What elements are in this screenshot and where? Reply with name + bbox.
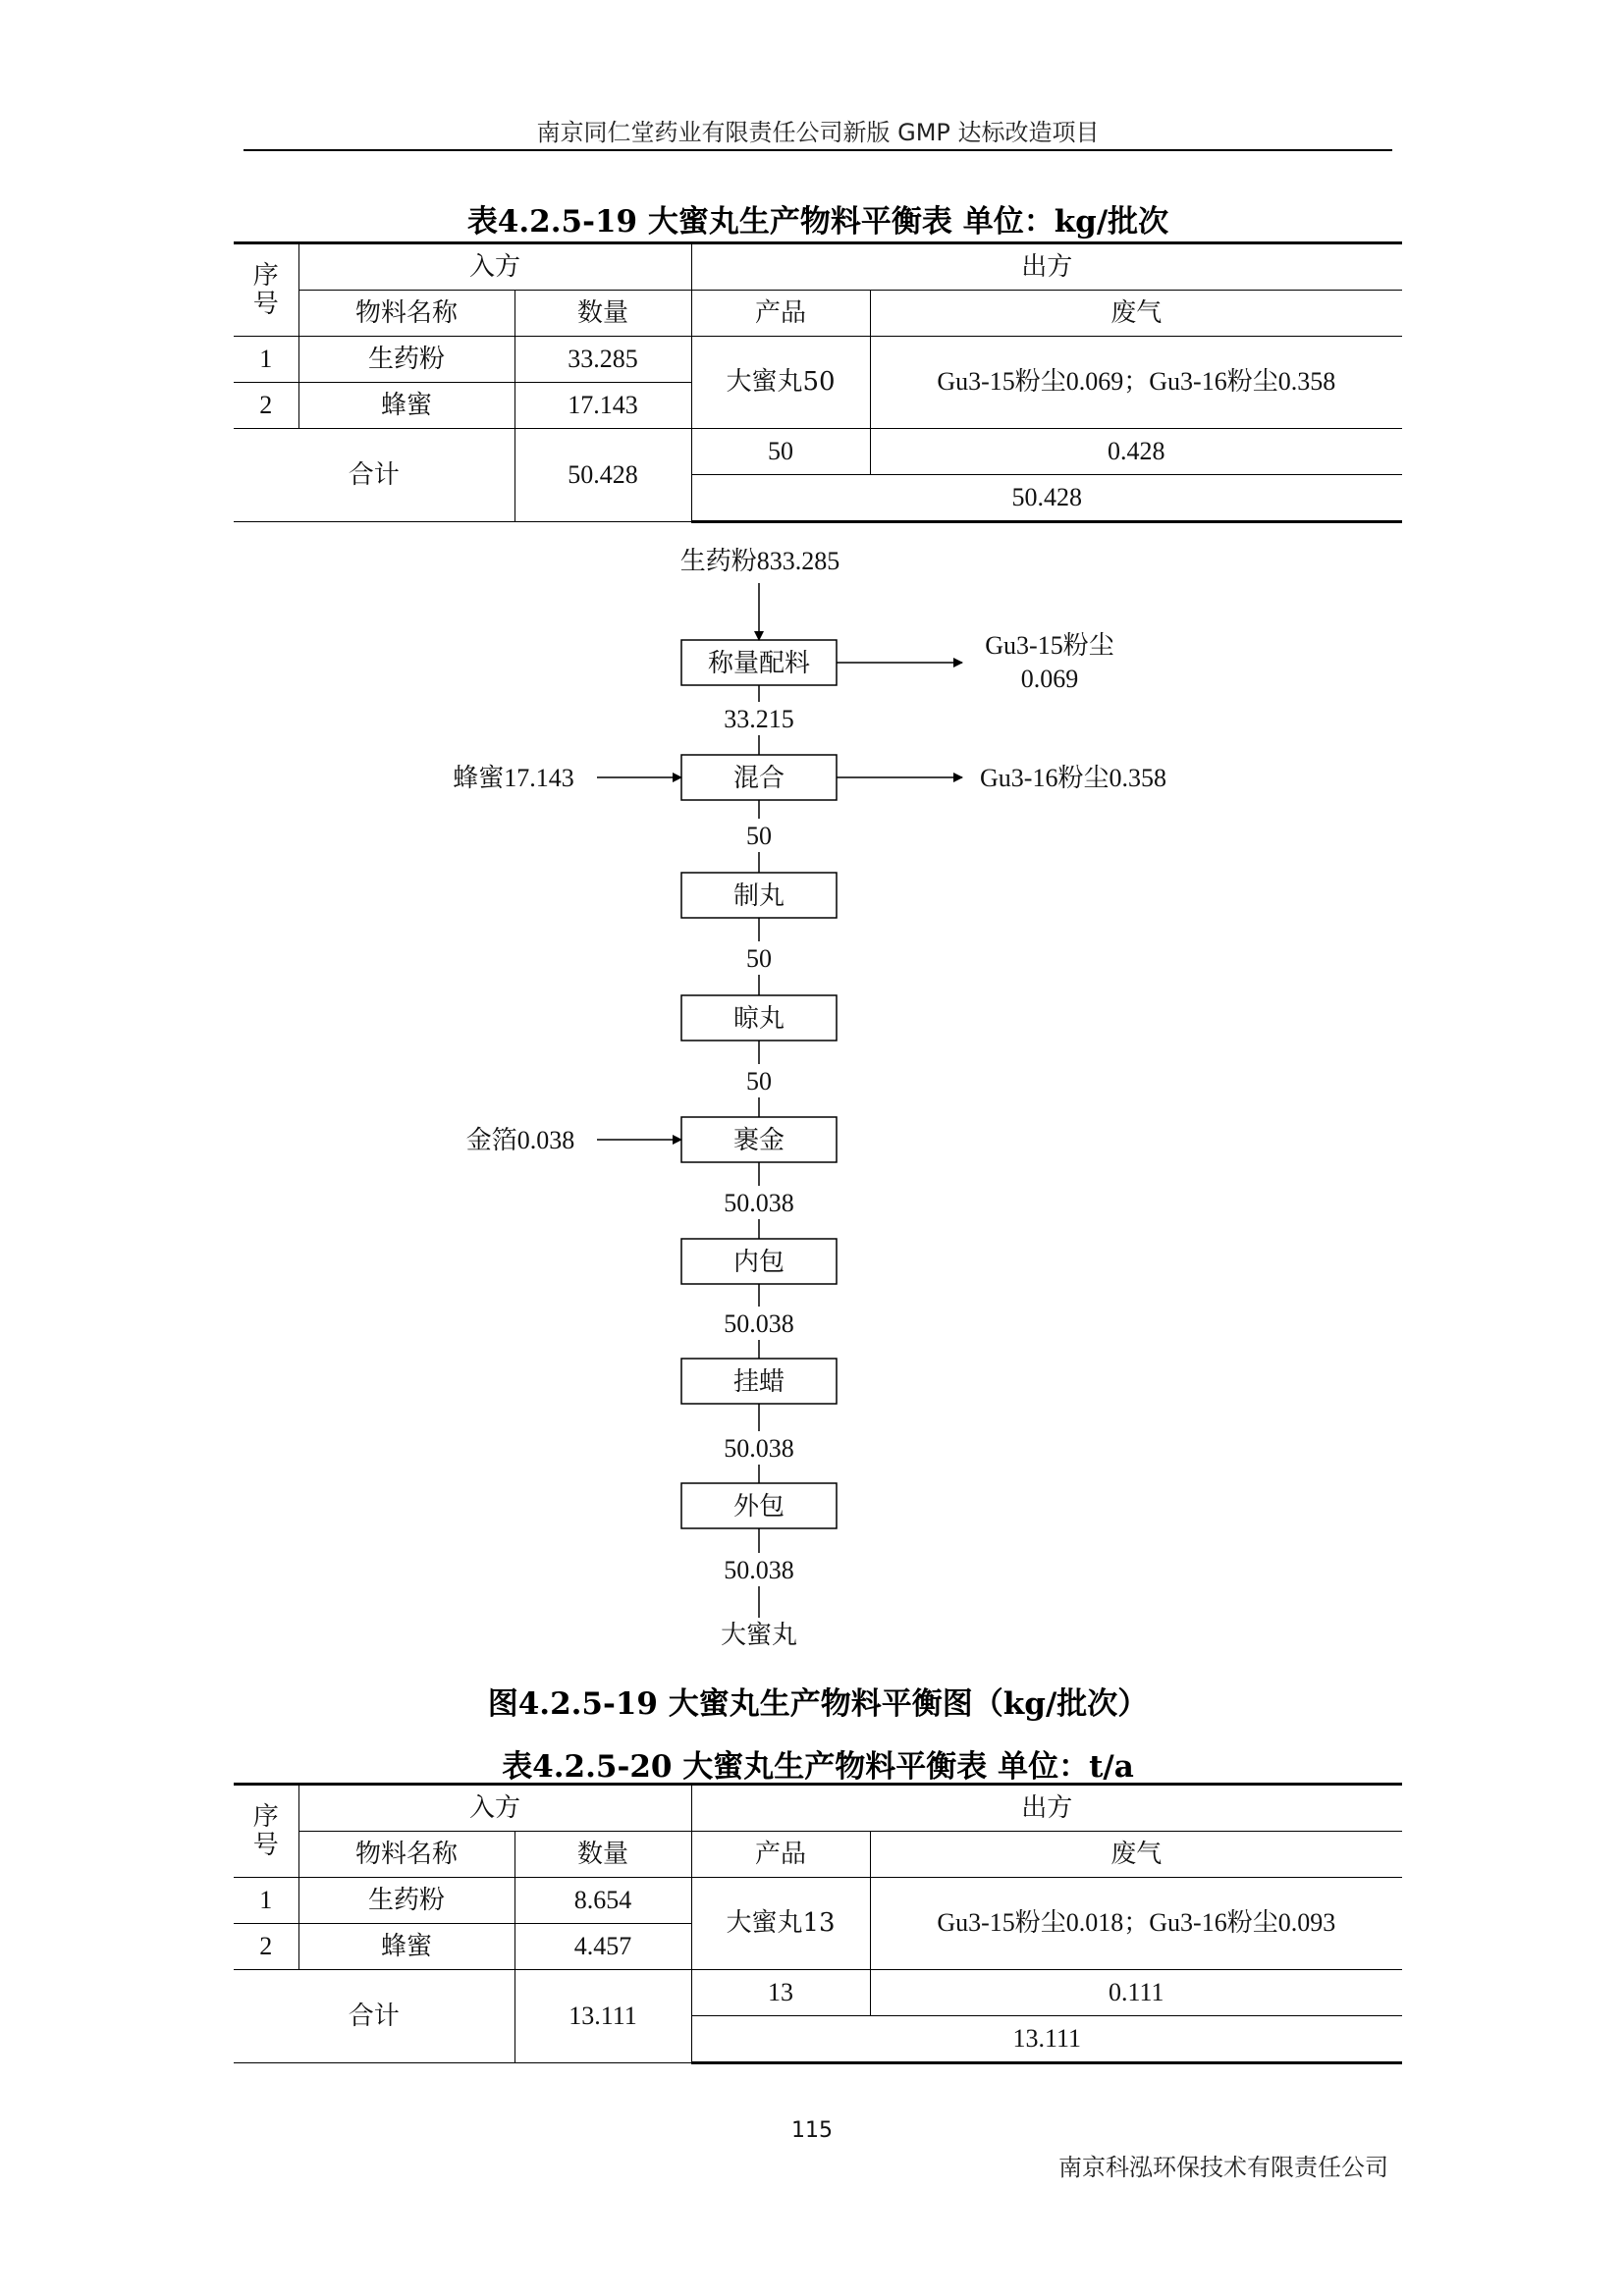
table2-row1-name: 生药粉 [298, 1878, 514, 1924]
flow-step-label: 称量配料 [707, 649, 811, 677]
table1-input-header: 入方 [298, 243, 691, 291]
table2 [234, 1783, 1402, 2064]
table2-row1-qty: 8.654 [514, 1878, 691, 1924]
table1-row1-seq: 1 [234, 337, 298, 383]
table-row [234, 337, 1402, 383]
flow-step-label: 制丸 [732, 881, 785, 910]
seq-header-line2: 号 [252, 1830, 279, 1860]
table2-total-label: 合计 [234, 1970, 514, 2063]
table2-output-total: 13.111 [691, 2016, 1402, 2063]
table1-output-total: 50.428 [691, 475, 1402, 522]
table2-product-header: 产品 [691, 1832, 870, 1878]
table2-input-header: 入方 [298, 1785, 691, 1832]
table2-product-value: 大蜜丸13 [691, 1878, 870, 1970]
table2-total-qty: 13.111 [514, 1970, 691, 2063]
header-rule [244, 149, 1392, 151]
flow-step-label: 外包 [732, 1492, 785, 1521]
table1-material-name-header: 物料名称 [298, 291, 514, 337]
table2-row2-qty: 4.457 [514, 1924, 691, 1970]
table1-quantity-header: 数量 [514, 291, 691, 337]
seq-header-line2: 号 [252, 289, 279, 319]
flow-step-label: 混合 [732, 764, 785, 792]
table1-total-qty: 50.428 [514, 429, 691, 522]
flow-value-label: 50 [746, 944, 772, 973]
flow-step-label: 挂蜡 [732, 1367, 785, 1396]
header-title: 南京同仁堂药业有限责任公司新版 GMP 达标改造项目 [536, 119, 1100, 146]
flow-side-output-dust15-line1: Gu3-15粉尘 [985, 631, 1114, 660]
table1 [234, 241, 1402, 523]
table1-row2-seq: 2 [234, 383, 298, 429]
footer-company: 南京科泓环保技术有限责任公司 [1058, 2154, 1388, 2181]
flow-side-output-dust15-line2: 0.069 [1020, 665, 1079, 693]
flow-input-top: 生药粉833.285 [679, 547, 840, 575]
table1-row1-qty: 33.285 [514, 337, 691, 383]
table2-waste-gas-header: 废气 [870, 1832, 1402, 1878]
seq-header-line1: 序 [252, 260, 279, 291]
flow-step-label: 内包 [732, 1248, 785, 1276]
table2-row1-seq: 1 [234, 1878, 298, 1924]
table2-product-total: 13 [691, 1970, 870, 2016]
page-number: 115 [791, 2118, 833, 2143]
table2-caption: 表4.2.5-20 大蜜丸生产物料平衡表 单位：t/a [502, 1749, 1134, 1785]
table1-product-header: 产品 [691, 291, 870, 337]
table1-row2-qty: 17.143 [514, 383, 691, 429]
flow-final-product: 大蜜丸 [720, 1621, 798, 1649]
table1-total-label: 合计 [234, 429, 514, 522]
table2-waste-value: Gu3-15粉尘0.018；Gu3-16粉尘0.093 [870, 1878, 1402, 1970]
flow-step-label: 裹金 [732, 1126, 785, 1154]
flow-side-input-gold-foil: 金箔0.038 [465, 1126, 575, 1154]
table2-row2-name: 蜂蜜 [298, 1924, 514, 1970]
table2-output-header: 出方 [691, 1785, 1402, 1832]
table1-product-value: 大蜜丸50 [691, 337, 870, 429]
table1-caption: 表4.2.5-19 大蜜丸生产物料平衡表 单位：kg/批次 [466, 204, 1169, 240]
flow-value-label: 50 [746, 1067, 772, 1095]
table2-waste-total: 0.111 [870, 1970, 1402, 2016]
seq-header-line1: 序 [252, 1801, 279, 1832]
flow-value-label: 50.038 [724, 1556, 794, 1584]
table2-row2-seq: 2 [234, 1924, 298, 1970]
flow-value-label: 50 [746, 822, 772, 850]
table2-seq-header [234, 1785, 298, 1878]
flow-step-label: 晾丸 [732, 1004, 785, 1033]
figure-caption: 图4.2.5-19 大蜜丸生产物料平衡图（kg/批次） [487, 1686, 1149, 1722]
table1-row1-name: 生药粉 [298, 337, 514, 383]
table1-waste-gas-header: 废气 [870, 291, 1402, 337]
table1-output-header: 出方 [691, 243, 1402, 291]
table-row [234, 1878, 1402, 1924]
flow-value-label: 50.038 [724, 1189, 794, 1217]
table1-waste-value: Gu3-15粉尘0.069；Gu3-16粉尘0.358 [870, 337, 1402, 429]
table2-material-name-header: 物料名称 [298, 1832, 514, 1878]
flow-value-label: 50.038 [724, 1309, 794, 1338]
table1-row2-name: 蜂蜜 [298, 383, 514, 429]
table1-product-total: 50 [691, 429, 870, 475]
flow-side-output-dust16: Gu3-16粉尘0.358 [980, 764, 1166, 792]
flow-value-label: 50.038 [724, 1434, 794, 1463]
table1-waste-total: 0.428 [870, 429, 1402, 475]
flow-side-input-honey: 蜂蜜17.143 [453, 764, 574, 792]
flow-value-label: 33.215 [724, 705, 794, 733]
material-balance-flow-diagram [0, 530, 1624, 1698]
table1-seq-header [234, 243, 298, 337]
table2-quantity-header: 数量 [514, 1832, 691, 1878]
